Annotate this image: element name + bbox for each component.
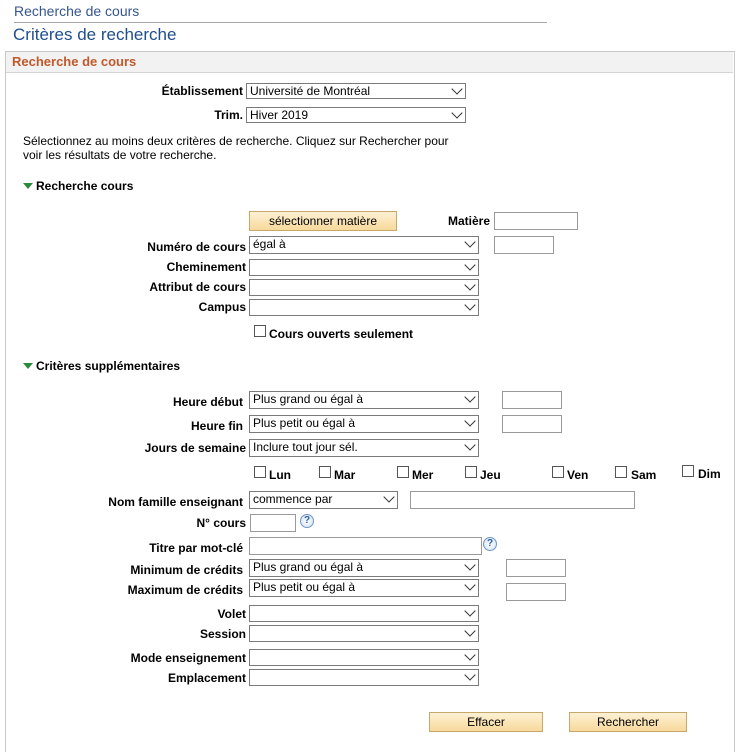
day-label: Ven (567, 468, 589, 482)
chevron-down-icon (464, 649, 475, 660)
heure-fin-input[interactable] (502, 415, 562, 433)
cheminement-select[interactable] (249, 259, 479, 276)
breadcrumb[interactable]: Recherche de cours (14, 3, 140, 19)
emplacement-label: Emplacement (167, 671, 246, 685)
chevron-down-icon (451, 107, 462, 118)
day-checkbox[interactable] (465, 466, 477, 478)
no-cours-label: N° cours (196, 516, 246, 530)
section-recherche-cours[interactable]: Recherche cours (23, 179, 133, 193)
matiere-input[interactable] (494, 212, 578, 230)
heure-debut-label: Heure début (172, 395, 243, 409)
trim-label: Trim. (214, 108, 243, 122)
numero-cours-label: Numéro de cours (147, 240, 246, 254)
chevron-down-icon (464, 605, 475, 616)
numero-cours-operator-select[interactable]: égal à (249, 236, 479, 254)
titre-input[interactable] (249, 537, 482, 555)
etablissement-label: Établissement (161, 84, 243, 98)
min-credits-operator-select[interactable]: Plus grand ou égal à (249, 559, 479, 577)
jours-operator-select[interactable]: Inclure tout jour sél. (249, 439, 479, 457)
instructions-text: Sélectionnez au moins deux critères de recherche. Cliquez sur Rechercher pour voir les résultats de votre recherche. (23, 134, 449, 162)
day-checkbox[interactable] (682, 465, 694, 477)
day-checkbox[interactable] (615, 466, 627, 478)
mode-label: Mode enseignement (130, 651, 246, 665)
chevron-down-icon (464, 236, 475, 247)
no-cours-input[interactable] (250, 514, 296, 532)
max-credits-label: Maximum de crédits (127, 583, 243, 597)
numero-cours-input[interactable] (494, 236, 554, 254)
day-label: Mer (412, 468, 434, 482)
heure-fin-operator-select[interactable]: Plus petit ou égal à (249, 415, 479, 433)
nom-enseignant-input[interactable] (410, 491, 635, 509)
day-checkbox[interactable] (254, 466, 266, 478)
day-label: Mar (334, 468, 356, 482)
day-label: Dim (698, 467, 721, 481)
chevron-down-icon (464, 559, 475, 570)
breadcrumb-divider (14, 22, 547, 23)
min-credits-label: Minimum de crédits (130, 563, 243, 577)
volet-label: Volet (217, 607, 246, 621)
chevron-down-icon (464, 439, 475, 450)
page-title: Critères de recherche (13, 25, 177, 44)
help-icon[interactable]: ? (300, 514, 314, 528)
jours-label: Jours de semaine (144, 441, 246, 455)
titre-label: Titre par mot-clé (149, 541, 243, 555)
select-subject-button[interactable]: sélectionner matière (249, 211, 397, 231)
nom-enseignant-label: Nom famille enseignant (108, 495, 243, 509)
trim-select[interactable]: Hiver 2019 (246, 107, 466, 123)
expand-triangle-icon (23, 183, 33, 189)
min-credits-input[interactable] (506, 559, 566, 577)
session-label: Session (199, 627, 246, 641)
heure-debut-input[interactable] (502, 391, 562, 409)
emplacement-select[interactable] (249, 669, 479, 686)
chevron-down-icon (464, 391, 475, 402)
day-label: Jeu (480, 468, 501, 482)
max-credits-operator-select[interactable]: Plus petit ou égal à (249, 579, 479, 597)
day-checkbox[interactable] (397, 466, 409, 478)
day-checkbox[interactable] (552, 466, 564, 478)
panel-title: Recherche de cours (12, 54, 137, 69)
expand-triangle-icon (23, 363, 33, 369)
chevron-down-icon (464, 625, 475, 636)
nom-enseignant-operator-select[interactable]: commence par (249, 491, 398, 509)
etablissement-select[interactable]: Université de Montréal (246, 83, 466, 99)
help-icon[interactable]: ? (483, 537, 497, 551)
session-select[interactable] (249, 625, 479, 642)
chevron-down-icon (464, 259, 475, 270)
matiere-label: Matière (447, 214, 490, 228)
chevron-down-icon (464, 415, 475, 426)
clear-button[interactable]: Effacer (429, 712, 543, 732)
heure-fin-label: Heure fin (190, 419, 243, 433)
search-button[interactable]: Rechercher (569, 712, 687, 732)
heure-debut-operator-select[interactable]: Plus grand ou égal à (249, 391, 479, 409)
section-criteres-supp[interactable]: Critères supplémentaires (23, 359, 180, 373)
chevron-down-icon (383, 491, 394, 502)
day-label: Sam (631, 468, 657, 482)
attribut-select[interactable] (249, 279, 479, 296)
attribut-label: Attribut de cours (149, 280, 246, 294)
campus-select[interactable] (249, 299, 479, 316)
chevron-down-icon (451, 83, 462, 94)
volet-select[interactable] (249, 605, 479, 622)
cours-ouverts-label: Cours ouverts seulement (269, 327, 414, 341)
campus-label: Campus (198, 300, 246, 314)
day-checkbox[interactable] (319, 466, 331, 478)
cours-ouverts-checkbox[interactable] (254, 325, 266, 337)
chevron-down-icon (464, 279, 475, 290)
max-credits-input[interactable] (506, 583, 566, 601)
cheminement-label: Cheminement (166, 260, 246, 274)
chevron-down-icon (464, 669, 475, 680)
chevron-down-icon (464, 299, 475, 310)
chevron-down-icon (464, 579, 475, 590)
mode-select[interactable] (249, 649, 479, 666)
day-label: Lun (269, 468, 291, 482)
